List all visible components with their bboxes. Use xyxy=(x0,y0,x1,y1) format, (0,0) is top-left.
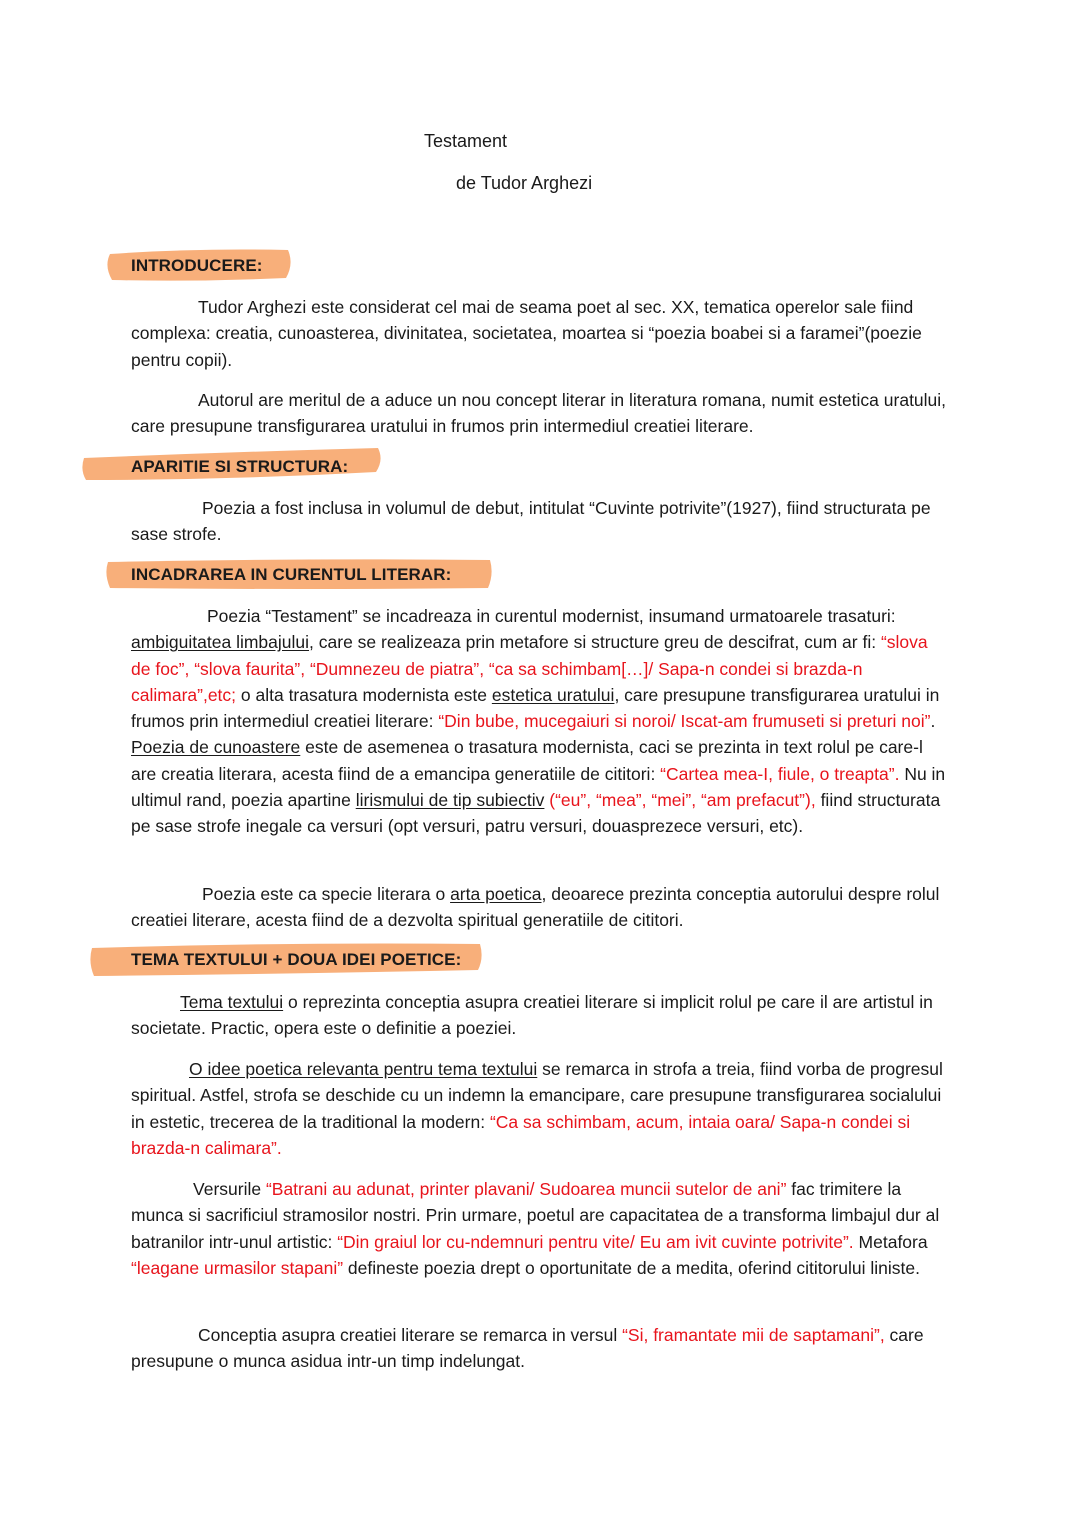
text: Poezia este ca specie literara o xyxy=(202,884,451,904)
document-title: Testament xyxy=(424,131,508,151)
text: o reprezinta conceptia asupra creatiei literare si implicit rolul pe care il are artistul in societate. Practic, opera este o definitie a poeziei. xyxy=(131,992,933,1039)
heading-curent: INCADRAREA IN CURENTUL LITERAR: xyxy=(131,565,452,584)
intro-paragraph-1 xyxy=(131,294,951,373)
underlined-term: estetica uratului xyxy=(491,684,615,705)
intro-text-1: Tudor Arghezi este considerat cel mai de seama poet al sec. XX, tematica operelor sale fiind complexa: creatia, cunoasterea, divinitatea, societatea, moartea si “poezia boabei si a faramei”(poezie pentru copii). xyxy=(131,297,922,370)
aparitie-text: Poezia a fost inclusa in volumul de debut, intitulat “Cuvinte potrivite”(1927), fiind structurata pe sase strofe. xyxy=(131,498,931,545)
heading-introducere: INTRODUCERE: xyxy=(131,256,263,275)
aparitie-paragraph xyxy=(131,495,951,548)
quote: “Cartea mea-I, fiule, o treapta”. xyxy=(660,763,900,784)
underlined-term: lirismului de tip subiectiv xyxy=(355,790,545,811)
curent-paragraph-1 xyxy=(131,603,951,840)
quote: “Batrani au adunat, printer plavani/ Sudoarea muncii sutelor de ani” xyxy=(265,1179,787,1199)
underlined-term: Tema textului xyxy=(180,992,284,1012)
tema-paragraph-3 xyxy=(131,1176,951,1281)
tema-paragraph-4 xyxy=(131,1322,951,1375)
quote: “Ca sa schimbam, acum, intaia oara/ Sapa-n condei si brazda-n calimara”. xyxy=(131,1111,911,1158)
text: este de asemenea o trasatura modernista, caci se prezinta in text rolul pe care-l are creatia literara, acesta fiind de a emancipa generatiile de cititori: xyxy=(131,737,923,784)
quote: “Si, framantate mii de saptamani”, xyxy=(622,1325,885,1345)
quote: “leagane urmasilor stapani” xyxy=(131,1257,344,1278)
intro-text-2: Autorul are meritul de a aduce un nou concept literar in literatura romana, numit estetica uratului, care presupune transfigurarea uratului in frumos prin intermediul creatiei literare. xyxy=(131,390,947,437)
text: fiind structurata pe sase strofe inegale ca versuri (opt versuri, patru versuri, douasprezece versuri, etc). xyxy=(131,790,941,837)
text: , care presupune transfigurarea uratului in frumos prin intermediul creatiei literare: xyxy=(131,684,940,732)
underlined-term: Poezia de cunoastere xyxy=(131,737,301,758)
quote: “slova de foc”, “slova faurita”, “Dumnezeu de piatra”, “ca sa schimbam[…]/ Sapa-n condei si brazda-n calimara”,etc; xyxy=(131,632,928,705)
underlined-term: arta poetica xyxy=(450,884,542,904)
tema-paragraph-1 xyxy=(131,989,951,1042)
quote: “Din graiul lor cu-ndemnuri pentru vite/ Eu am ivit cuvinte potrivite”. xyxy=(337,1231,854,1252)
text: , deoarece prezinta conceptia autorului despre rolul creatiei literare, acesta fiind de a dezvolta spiritual generatiile de cititori. xyxy=(131,884,940,931)
text: Nu in ultimul rand, poezia apartine xyxy=(131,763,946,811)
underlined-term: O idee poetica relevanta pentru tema textului xyxy=(189,1059,538,1079)
tema-paragraph-2 xyxy=(131,1056,951,1161)
text: Conceptia asupra creatiei literare se remarca in versul xyxy=(198,1325,623,1345)
quote: “Din bube, mucegaiuri si noroi/ Iscat-am frumuseti si preturi noi” xyxy=(438,711,931,732)
quote: (“eu”, “mea”, “mei”, “am prefacut”), xyxy=(544,790,816,811)
text: Poezia “Testament” se incadreaza in curentul modernist, insumand urmatoarele trasaturi: xyxy=(207,606,896,626)
curent-paragraph-2 xyxy=(131,881,951,934)
heading-aparitie: APARITIE SI STRUCTURA: xyxy=(131,457,349,476)
text: Metafora xyxy=(853,1231,928,1252)
text: , care se realizeaza prin metafore si structure greu de descifrat, cum ar fi: xyxy=(309,632,881,653)
intro-paragraph-2 xyxy=(131,387,951,440)
text: care presupune o munca asidua intr-un timp indelungat. xyxy=(131,1325,924,1372)
text: fac trimitere la munca si sacrificiul stramosilor nostri. Prin urmare, poetul are capacitatea de a transforma limbajul dur al batranilor intr-unul artistic: xyxy=(131,1179,940,1252)
document-subtitle: de Tudor Arghezi xyxy=(456,173,593,193)
text: defineste poezia drept o oportunitate de a medita, oferind cititorului liniste. xyxy=(343,1257,920,1278)
underlined-term: ambiguitatea limbajului xyxy=(131,632,310,653)
text: o alta trasatura modernista este xyxy=(236,684,492,705)
text: . xyxy=(930,711,936,732)
heading-tema: TEMA TEXTULUI + DOUA IDEI POETICE: xyxy=(131,950,462,969)
text: se remarca in strofa a treia, fiind vorba de progresul spiritual. Astfel, strofa se deschide cu un indemn la emancipare, care presupune transfigurarea socialului in estetic, trecerea de la traditional la modern: xyxy=(131,1059,943,1132)
text: Versurile xyxy=(193,1179,266,1199)
